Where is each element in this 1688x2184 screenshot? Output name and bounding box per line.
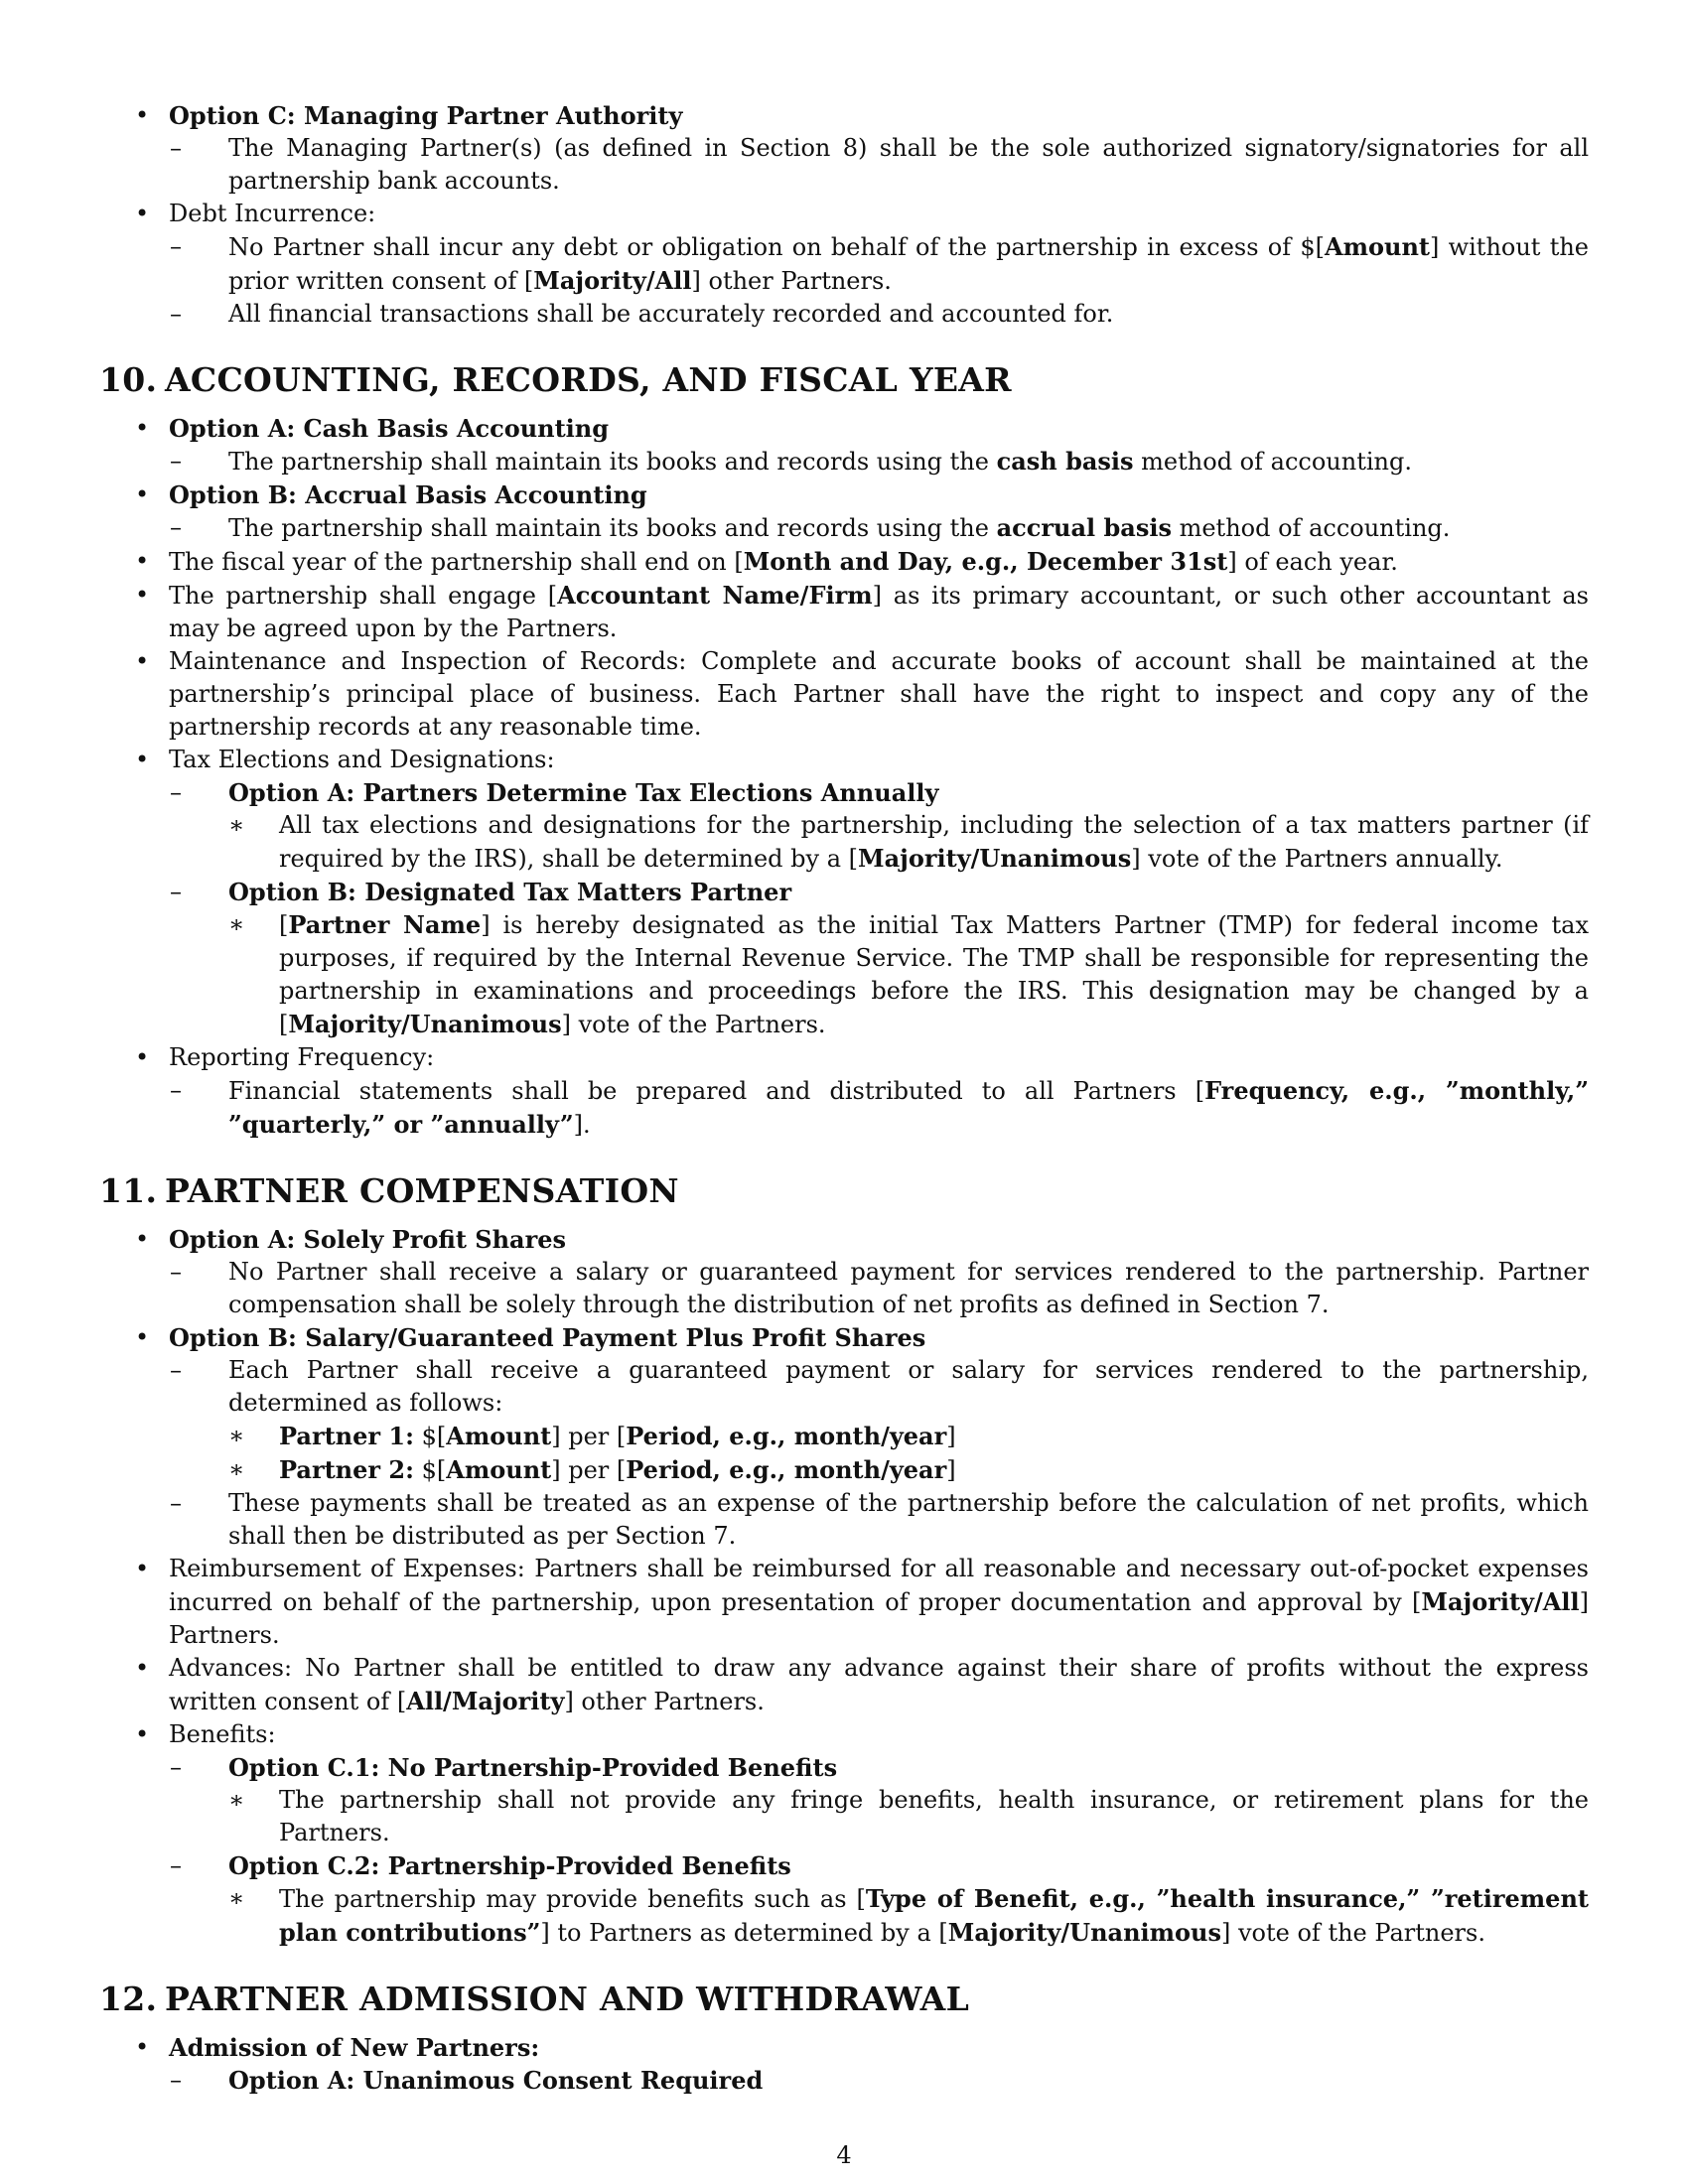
- list-item: [169, 876, 1589, 1041]
- option-heading: Option A: Partners Determine Tax Elections Annually: [228, 778, 939, 807]
- bullet-marker: •: [135, 1323, 150, 1351]
- placeholder-field: All/Majority: [406, 1687, 565, 1715]
- option-heading: Option A: Unanimous Consent Required: [228, 2066, 764, 2095]
- bullet-marker: •: [135, 200, 150, 227]
- star-marker: ∗: [228, 910, 245, 938]
- list-item: [169, 1074, 1589, 1142]
- option-heading: Option C.2: Partnership-Provided Benefits: [228, 1851, 791, 1880]
- dash-marker: –: [170, 513, 182, 541]
- clause-text: No Partner shall incur any debt or obligation on behalf of the partnership in excess of $[Amount] without the prior written consent of [Majority/All] other Partners.: [228, 232, 1589, 295]
- placeholder-field: Month and Day, e.g., December 31st: [743, 547, 1228, 576]
- list-item: [228, 1453, 1589, 1487]
- placeholder-field: Majority/Unanimous: [288, 1010, 562, 1038]
- clause-heading: Tax Elections and Designations:: [169, 746, 555, 773]
- clause-text: All tax elections and designations for the partnership, including the selection of a tax matters partner (if required by the IRS), shall be determined by a [Majority/Unanimous] vote of the Partners annually.: [279, 811, 1589, 873]
- list-item: [99, 545, 1589, 579]
- clause-text: The partnership shall not provide any fringe benefits, health insurance, or retirement plans for the Partners.: [279, 1786, 1589, 1846]
- section-heading: [99, 1979, 1589, 2019]
- option-heading: Option B: Designated Tax Matters Partner: [228, 878, 792, 906]
- list-item: [228, 1784, 1589, 1849]
- bullet-marker: •: [135, 581, 150, 609]
- clause-text: Partner 1: $[Amount] per [Period, e.g., month/year]: [279, 1422, 956, 1450]
- option-heading: Option C: Managing Partner Authority: [169, 101, 683, 130]
- option-heading: Option A: Solely Profit Shares: [169, 1225, 567, 1254]
- clause-text: The Managing Partner(s) (as defined in Section 8) shall be the sole authorized signatory/signatories for all partnership bank accounts.: [228, 134, 1589, 195]
- clause-heading: Benefits:: [169, 1720, 276, 1748]
- dash-marker: –: [170, 878, 182, 905]
- option-heading: Option A: Cash Basis Accounting: [169, 414, 610, 443]
- bullet-marker: •: [135, 547, 150, 575]
- page-content: [99, 99, 1589, 2097]
- placeholder-field: Majority/Unanimous: [947, 1918, 1221, 1947]
- section-heading: [99, 360, 1589, 400]
- list-item: [99, 198, 1589, 331]
- placeholder-field: Amount: [446, 1455, 552, 1484]
- clause-text: All financial transactions shall be accurately recorded and accounted for.: [228, 300, 1114, 328]
- section-number: 12.: [99, 1979, 158, 2018]
- placeholder-field: Period, e.g., month/year: [626, 1422, 947, 1450]
- placeholder-field: Accountant Name/Firm: [557, 581, 873, 610]
- list-item: [228, 1882, 1589, 1950]
- star-marker: ∗: [228, 1422, 245, 1449]
- list-item: [169, 1487, 1589, 1553]
- clause-text: Reimbursement of Expenses: Partners shall be reimbursed for all reasonable and necessary out-of-pocket expenses incurred on behalf of the partnership, upon presentation of proper documentation and approval by [Majority/All] Partners.: [169, 1555, 1589, 1649]
- list-item: [99, 744, 1589, 1041]
- list-item: [228, 809, 1589, 876]
- clause-text: These payments shall be treated as an expense of the partnership before the calculation of net profits, which shall then be distributed as per Section 7.: [228, 1489, 1589, 1550]
- dash-marker: –: [170, 232, 182, 260]
- list-item: [99, 1041, 1589, 1142]
- placeholder-field: Majority/All: [1421, 1587, 1580, 1616]
- dash-marker: –: [170, 2066, 182, 2094]
- list-item: [169, 230, 1589, 298]
- dash-marker: –: [170, 1076, 182, 1104]
- placeholder-field: Amount: [446, 1422, 552, 1450]
- list-item: [169, 1849, 1589, 1950]
- dash-marker: –: [170, 1489, 182, 1517]
- star-marker: ∗: [228, 1455, 245, 1483]
- star-marker: ∗: [228, 1786, 245, 1814]
- star-marker: ∗: [228, 811, 245, 839]
- list-item: [99, 1223, 1589, 1321]
- list-item: [228, 1420, 1589, 1453]
- dash-marker: –: [170, 778, 182, 806]
- section-12-list: [99, 2031, 1589, 2097]
- clause-text: No Partner shall receive a salary or guaranteed payment for services rendered to the partnership. Partner compensation shall be solely through the distribution of net profits as defined in Section 7.: [228, 1258, 1589, 1318]
- clause-heading: Debt Incurrence:: [169, 200, 376, 227]
- list-item: [99, 1718, 1589, 1950]
- dash-marker: –: [170, 1851, 182, 1879]
- list-item: [169, 2064, 1589, 2097]
- list-item: [169, 1354, 1589, 1487]
- bullet-marker: •: [135, 414, 150, 442]
- list-item: [99, 412, 1589, 478]
- list-item: [169, 511, 1589, 545]
- bullet-marker: •: [135, 1654, 150, 1682]
- section-9-continuation: [99, 99, 1589, 331]
- page-number: 4: [836, 2141, 852, 2169]
- list-item: [99, 1321, 1589, 1553]
- star-marker: ∗: [228, 1884, 245, 1912]
- placeholder-field: Frequency, e.g., ”monthly,” ”quarterly,” or ”annually”: [228, 1076, 1590, 1139]
- clause-text: Maintenance and Inspection of Records: Complete and accurate books of account shall be maintained at the partnership’s principal place of business. Each Partner shall have the right to inspect and copy any of the partnership records at any reasonable time.: [169, 647, 1589, 741]
- placeholder-field: Partner Name: [288, 910, 482, 939]
- dash-marker: –: [170, 1258, 182, 1286]
- list-item: [169, 132, 1589, 198]
- bullet-marker: •: [135, 1043, 150, 1071]
- clause-text: The fiscal year of the partnership shall end on [Month and Day, e.g., December 31st] of each year.: [169, 547, 1398, 576]
- section-11-list: [99, 1223, 1589, 1950]
- list-item: [99, 645, 1589, 744]
- clause-text: Advances: No Partner shall be entitled to draw any advance against their share of profits without the express written consent of [All/Majority] other Partners.: [169, 1654, 1589, 1715]
- clause-text: Each Partner shall receive a guaranteed payment or salary for services rendered to the partnership, determined as follows:: [228, 1356, 1589, 1417]
- section-10-list: [99, 412, 1589, 1142]
- clause-text: Partner 2: $[Amount] per [Period, e.g., month/year]: [279, 1455, 956, 1484]
- clause-text: The partnership may provide benefits such as [Type of Benefit, e.g., ”health insurance,” ”retirement plan contributions”] to Partners as determined by a [Majority/Unanimous] vote of the Partners.: [279, 1884, 1589, 1947]
- bullet-marker: •: [135, 746, 150, 773]
- clause-text: The partnership shall maintain its books and records using the cash basis method of accounting.: [228, 447, 1412, 476]
- placeholder-field: Period, e.g., month/year: [626, 1455, 947, 1484]
- option-heading: Option B: Accrual Basis Accounting: [169, 480, 647, 509]
- list-item: [169, 1751, 1589, 1849]
- option-heading: Option B: Salary/Guaranteed Payment Plus Profit Shares: [169, 1323, 926, 1352]
- dash-marker: –: [170, 447, 182, 475]
- list-item: [99, 1553, 1589, 1652]
- clause-text: [Partner Name] is hereby designated as the initial Tax Matters Partner (TMP) for federal income tax purposes, if required by the Internal Revenue Service. The TMP shall be responsible for representing the partnership in examinations and proceedings before the IRS. This designation may be changed by a [Majority/Unanimous] vote of the Partners.: [279, 910, 1589, 1038]
- section-number: 11.: [99, 1171, 158, 1210]
- section-number: 10.: [99, 360, 158, 399]
- section-title: PARTNER COMPENSATION: [165, 1171, 679, 1210]
- clause-text: Financial statements shall be prepared and distributed to all Partners [Frequency, e.g., ”monthly,” ”quarterly,” or ”annually”].: [228, 1076, 1590, 1139]
- bullet-marker: •: [135, 480, 150, 508]
- list-item: [228, 908, 1589, 1041]
- option-heading: Option C.1: No Partnership-Provided Benefits: [228, 1753, 838, 1782]
- list-item: [99, 579, 1589, 645]
- clause-text: The partnership shall maintain its books and records using the accrual basis method of accounting.: [228, 513, 1451, 542]
- bullet-marker: •: [135, 647, 150, 675]
- list-item: [99, 1652, 1589, 1718]
- dash-marker: –: [170, 300, 182, 328]
- clause-heading: Admission of New Partners:: [169, 2033, 540, 2062]
- list-item: [99, 2031, 1589, 2097]
- section-heading: [99, 1171, 1589, 1211]
- list-item: [169, 776, 1589, 876]
- section-title: PARTNER ADMISSION AND WITHDRAWAL: [165, 1979, 970, 2018]
- bullet-marker: •: [135, 1225, 150, 1253]
- section-title: ACCOUNTING, RECORDS, AND FISCAL YEAR: [165, 360, 1012, 399]
- partner-label: Partner 1:: [279, 1422, 414, 1450]
- list-item: [169, 298, 1589, 331]
- dash-marker: –: [170, 1356, 182, 1384]
- list-item: [169, 1256, 1589, 1321]
- dash-marker: –: [170, 1753, 182, 1781]
- placeholder-field: Majority/All: [533, 266, 692, 295]
- dash-marker: –: [170, 134, 182, 162]
- placeholder-field: Type of Benefit, e.g., ”health insurance,” ”retirement plan contributions”: [279, 1884, 1589, 1947]
- bullet-marker: •: [135, 101, 150, 129]
- partner-label: Partner 2:: [279, 1455, 414, 1484]
- list-item: [169, 445, 1589, 478]
- placeholder-field: Amount: [1324, 232, 1430, 261]
- bullet-marker: •: [135, 1720, 150, 1748]
- clause-heading: Reporting Frequency:: [169, 1043, 435, 1071]
- bullet-marker: •: [135, 2033, 150, 2061]
- placeholder-field: Majority/Unanimous: [858, 844, 1132, 873]
- list-item: [99, 478, 1589, 545]
- clause-text: The partnership shall engage [Accountant Name/Firm] as its primary accountant, or such other accountant as may be agreed upon by the Partners.: [169, 581, 1589, 642]
- bullet-marker: •: [135, 1555, 150, 1582]
- list-item: [99, 99, 1589, 198]
